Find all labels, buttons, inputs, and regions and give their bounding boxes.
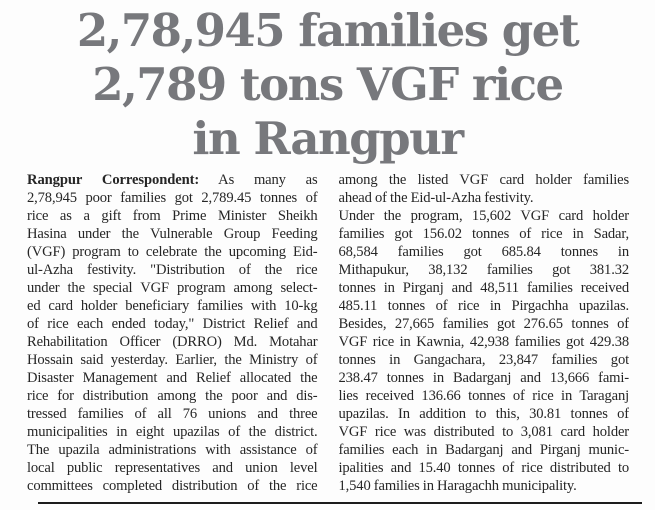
article-line: Rangpur Correspondent: As many as [27,172,318,188]
article-line: of rice each ended today," District Relief and [27,316,318,332]
article-line: 238.47 tonnes in Badarganj and 13,666 fami- [338,370,629,386]
article-line: 485.11 tonnes of rice in Pirgachha upazilas. [338,298,629,314]
article-line: committees completed distribution of the rice [27,478,318,494]
article-line: local public representatives and union level [27,460,318,476]
article-line: under the special VGF program among select- [27,280,318,296]
article-line: rice as a gift from Prime Minister Sheikh [27,208,318,224]
article-line: tonnes in Pirganj and 48,511 families received [338,280,629,296]
article-line: among the listed VGF card holder families [338,172,629,188]
byline-bold: Rangpur Correspondent: [27,172,200,188]
article-line: tonnes in Gangachara, 23,847 families got [338,352,629,368]
article-line: ul-Azha festivity. "Distribution of the rice [27,262,318,278]
article-line: tressed families of all 76 unions and three [27,406,318,422]
article-line: municipalities in eight upazilas of the district. [27,424,318,440]
article-line: 2,78,945 poor families got 2,789.45 tonnes of [27,190,318,206]
article-headline [0,4,655,166]
headline-line: 2,78,945 families get [76,4,579,57]
article-line: ahead of the Eid-ul-Azha festivity. [338,190,534,206]
article-line: 1,540 families in Haragachh municipality. [338,478,577,494]
headline-line: in Rangpur [192,112,463,165]
article-line: families got 156.02 tonnes of rice in Sadar, [338,226,629,242]
article-line: VGF rice was distributed to 3,081 card holder [338,424,629,440]
article-column-right [339,171,630,495]
article-line: Hossain said yesterday. Earlier, the Ministry of [27,352,318,368]
article-line: Hasina under the Vulnerable Group Feeding [27,226,318,242]
article-line: ed card holder beneficiary families with 10-kg [27,298,318,314]
article-line: Mithapukur, 38,132 families got 381.32 [338,262,629,278]
article-line: The upazila administrations with assistance of [27,442,318,458]
article-line: Under the program, 15,602 VGF card holder [338,208,629,224]
article-line: VGF rice in Kawnia, 42,938 families got 429.38 [338,334,629,350]
article-column-left [27,171,318,495]
article-line: Besides, 27,665 families got 276.65 tonnes of [338,316,629,332]
article-line: (VGF) program to celebrate the upcoming Eid- [27,244,318,260]
article-line: upazilas. In addition to this, 30.81 tonnes of [338,406,629,422]
article-line: Disaster Management and Relief allocated the [27,370,318,386]
article-body [27,171,629,495]
article-line: rice for distribution among the poor and dis- [27,388,318,404]
bottom-rule [38,502,642,504]
article-line: families each in Badarganj and Pirganj munic- [338,442,629,458]
article-line: Rehabilitation Officer (DRRO) Md. Motahar [27,334,318,350]
article-line: lies received 136.66 tonnes of rice in Taraganj [338,388,629,404]
headline-line: 2,789 tons VGF rice [92,58,563,111]
article-line: 68,584 families got 685.84 tonnes in [338,244,629,260]
article-line: ipalities and 15.40 tonnes of rice distributed to [338,460,629,476]
